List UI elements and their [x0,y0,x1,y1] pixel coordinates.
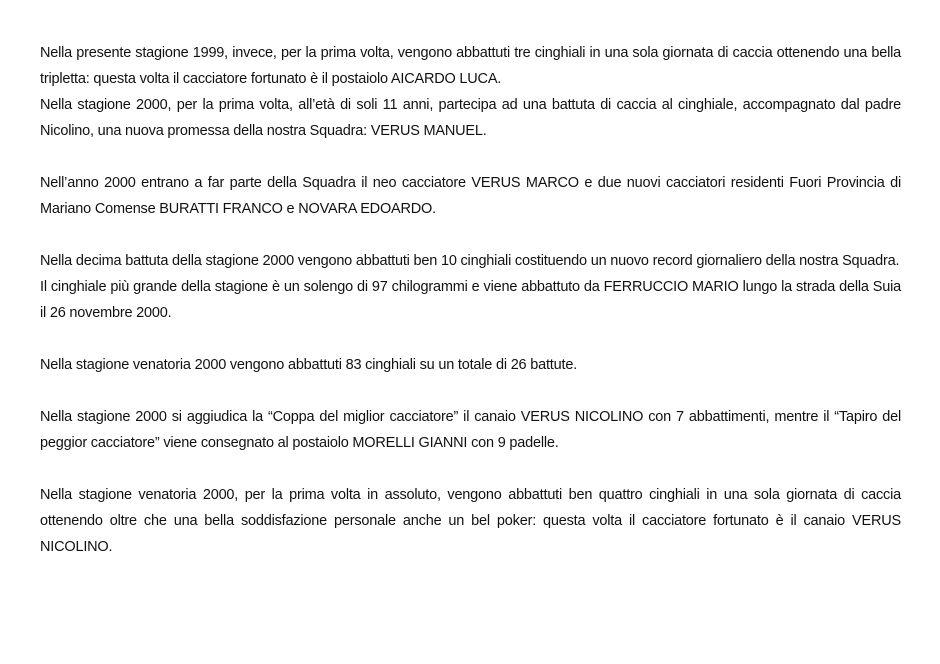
paragraph-spacer [40,144,901,170]
paragraph-new-hunters-2000: Nell’anno 2000 entrano a far parte della Squadra il neo cacciatore VERUS MARCO e due nuovi cacciatori residenti Fuori Provincia di Mariano Comense BURATTI FRANCO e NOVARA EDOARDO. [40,175,901,217]
paragraph-awards: Nella stagione 2000 si aggiudica la “Coppa del miglior cacciatore” il canaio VERUS NICOLINO con 7 abbattimenti, mentre il “Tapiro del peggior cacciatore” viene consegnato al postaiolo MORELLI GIANNI con 9 padelle. [40,409,901,451]
document-body [40,40,901,560]
paragraph-tripletta-1999: Nella presente stagione 1999, invece, per la prima volta, vengono abbattuti tre cinghiali in una sola giornata di caccia ottenendo una bella tripletta: questa volta il cacciatore fortunato è il postaiolo AICARDO LUCA. [40,45,901,87]
paragraph-verus-manuel: Nella stagione 2000, per la prima volta, all’età di soli 11 anni, partecipa ad una battuta di caccia al cinghiale, accompagnato dal padre Nicolino, una nuova promessa della nostra Squadra: VERUS MANUEL. [40,97,901,139]
paragraph-spacer [40,326,901,352]
paragraph-spacer [40,222,901,248]
paragraph-record-10-cinghiali: Nella decima battuta della stagione 2000 vengono abbattuti ben 10 cinghiali costituendo un nuovo record giornaliero della nostra Squadra. [40,253,900,269]
paragraph-spacer [40,456,901,482]
paragraph-solengo-97kg: Il cinghiale più grande della stagione è un solengo di 97 chilogrammi e viene abbattuto da FERRUCCIO MARIO lungo la strada della Suia il 26 novembre 2000. [40,279,901,321]
paragraph-poker: Nella stagione venatoria 2000, per la prima volta in assoluto, vengono abbattuti ben quattro cinghiali in una sola giornata di caccia ottenendo oltre che una bella soddisfazione personale anche un bel poker: questa volta il cacciatore fortunato è il canaio VERUS NICOLINO. [40,487,901,555]
paragraph-season-total: Nella stagione venatoria 2000 vengono abbattuti 83 cinghiali su un totale di 26 battute. [40,357,578,373]
paragraph-spacer [40,378,901,404]
